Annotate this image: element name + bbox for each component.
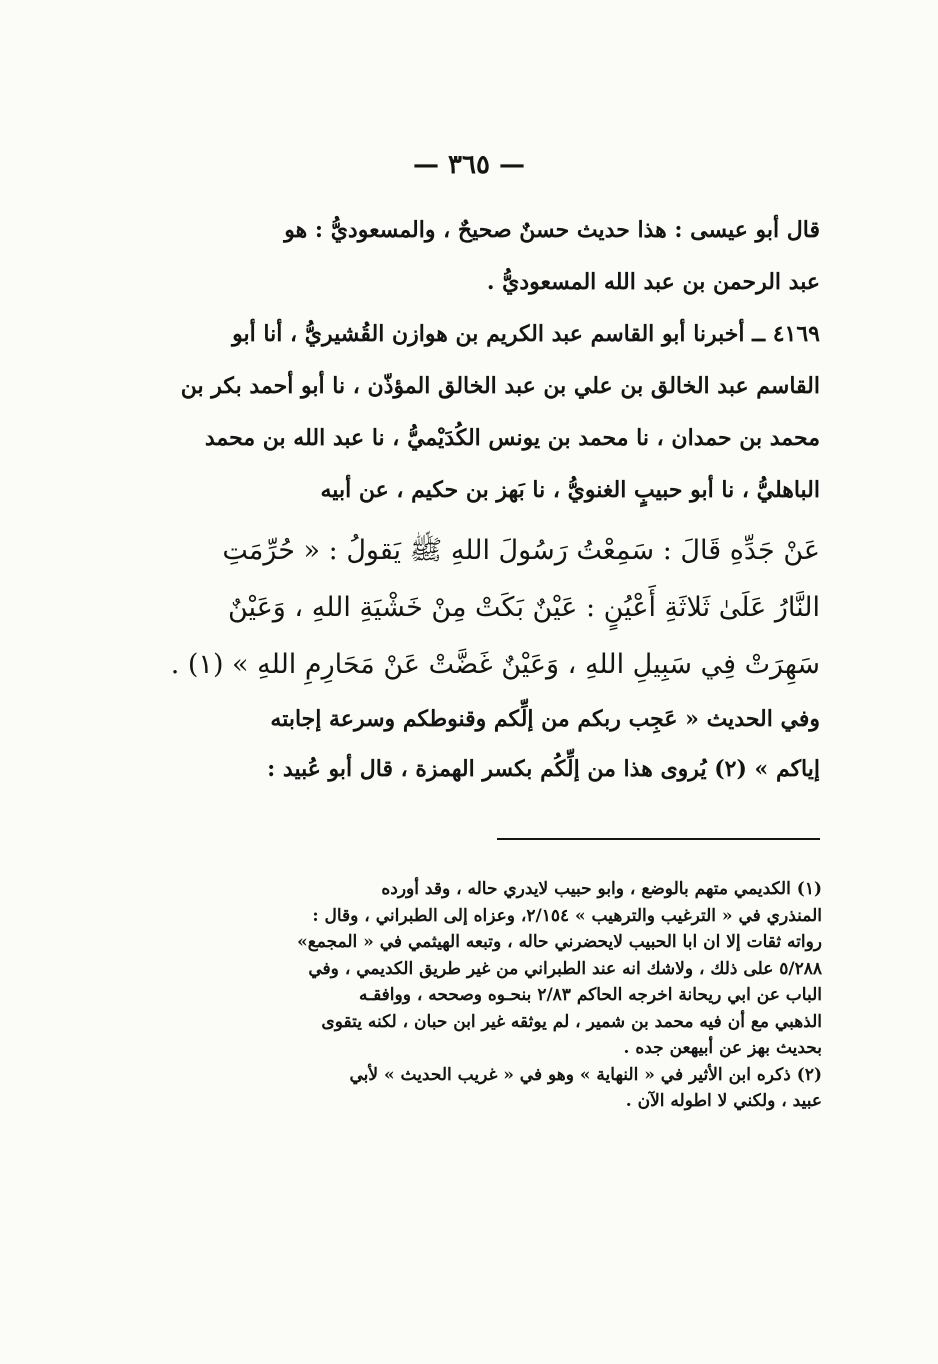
footnotes <box>166 876 822 1115</box>
footnote-separator <box>497 838 820 840</box>
text-line: سَهِرَتْ فِي سَبِيلِ اللهِ ، وَعَيْنٌ غَضَّتْ عَنْ مَحَارِمِ اللهِ » (١) . <box>170 649 820 680</box>
footnote-line: ٥/٢٨٨ على ذلك ، ولاشك انه عند الطبراني من غير طريق الكديمي ، وفي <box>308 958 822 979</box>
text-line: ٤١٦٩ ــ أخبرنا أبو القاسم عبد الكريم بن هوازن القُشيريُّ ، أنا أبو <box>232 321 820 347</box>
footnote-line: الذهبي مع أن فيه محمد بن شمير ، لم يوثقه غير ابن حبان ، لكنه يتقوى <box>321 1011 822 1032</box>
footnote-line: بحديث بهز عن أبيهعن جده . <box>623 1038 822 1058</box>
paragraph-hadith-commentary <box>168 694 820 794</box>
text-line: محمد بن حمدان ، نا محمد بن يونس الكُدَيْميُّ ، نا عبد الله بن محمد <box>204 425 820 451</box>
text-line: وفي الحديث « عَجِب ربكم من إلِّكم وقنوطكم وسرعة إجابته <box>270 706 820 732</box>
footnote-line: رواته ثقات إلا ان ابا الحبيب لايحضرني حاله ، وتبعه الهيثمي في « المجمع» <box>297 932 822 952</box>
paragraph-abu-isa-comment <box>168 204 820 308</box>
text-line: النَّارُ عَلَىٰ ثَلاثَةِ أَعْيُنٍ : عَيْنٌ بَكَتْ مِنْ خَشْيَةِ اللهِ ، وَعَيْنٌ <box>228 592 820 623</box>
text-line: القاسم عبد الخالق بن علي بن عبد الخالق المؤذّن ، نا أبو أحمد بكر بن <box>180 373 820 399</box>
text-line: قال أبو عيسى : هذا حديث حسنٌ صحيحٌ ، والمسعوديُّ : هو <box>284 217 820 243</box>
text-line: عبد الرحمن بن عبد الله المسعوديُّ . <box>486 269 820 295</box>
page-number: — ٣٦٥ — <box>412 150 526 180</box>
paragraph-hadith-4169-chain <box>168 308 820 516</box>
footnote-line: (١) الكديمي متهم بالوضع ، وابو حبيب لايدري حاله ، وقد أورده <box>381 879 822 899</box>
footnote-line: الباب عن ابي ريحانة اخرجه الحاكم ٢/٨٣ بنحـوه وصححه ، ووافقـه <box>358 985 822 1005</box>
footnote-line: عبيد ، ولكني لا اطوله الآن . <box>625 1091 822 1111</box>
paragraph-hadith-text <box>168 522 820 693</box>
footnote-line: (٢) ذكره ابن الأثير في « النهاية » وهو في « غريب الحديث » لأبي <box>349 1064 822 1085</box>
text-line: إياكم » (٢) يُروى هذا من إلِّكُم بكسر الهمزة ، قال أبو عُبيد : <box>267 756 820 782</box>
text-line: عَنْ جَدِّهِ قَالَ : سَمِعْتُ رَسُولَ اللهِ ﷺ يَقولُ : « حُرِّمَتِ <box>222 535 820 566</box>
footnote-line: المنذري في « الترغيب والترهيب » ٢/١٥٤، وعزاه إلى الطبراني ، وقال : <box>312 905 822 926</box>
text-line: الباهليُّ ، نا أبو حبيبٍ الغنويُّ ، نا بَهز بن حكيم ، عن أبيه <box>320 477 820 503</box>
